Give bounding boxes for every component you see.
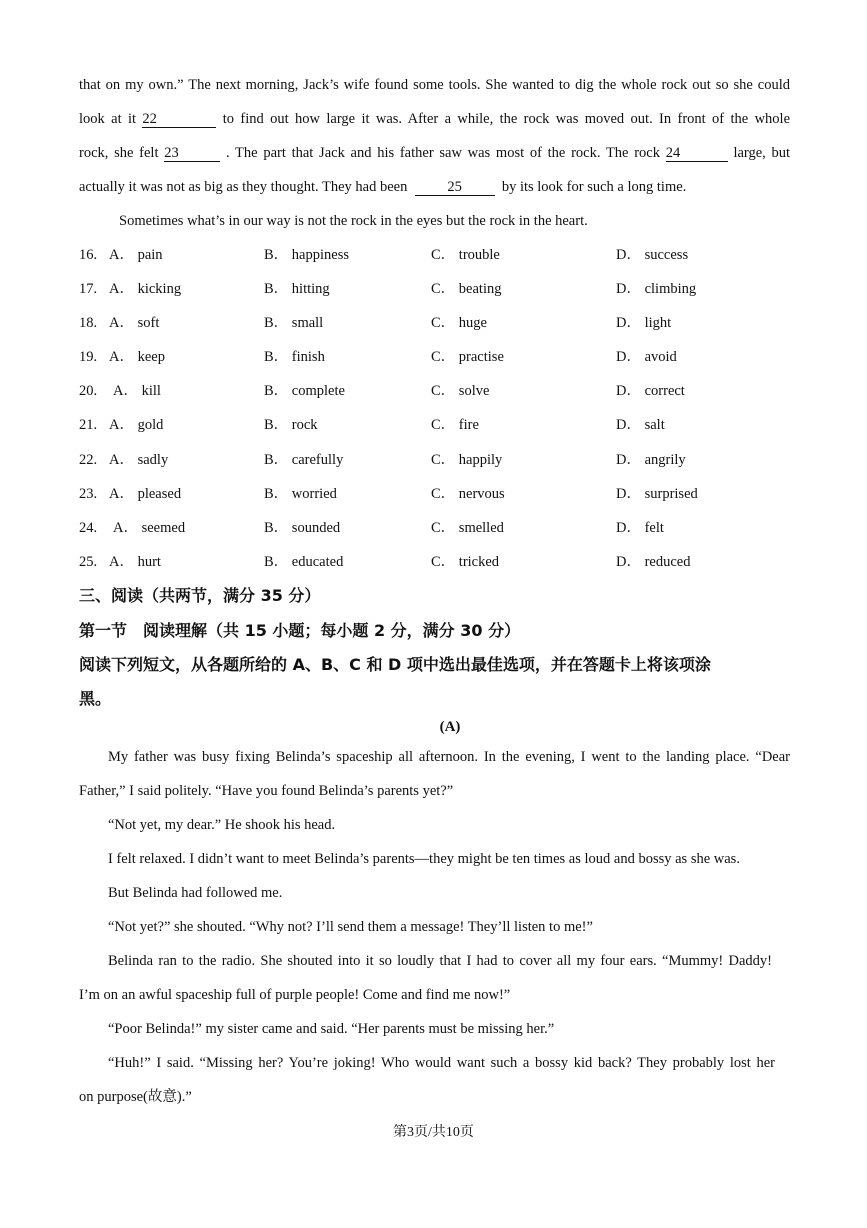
- passage-line-1: My father was busy fixing Belinda’s spaceship all afternoon. In the evening, I went to the landing place. “Dear: [108, 749, 790, 765]
- option-b[interactable]: B． carefully: [264, 452, 344, 468]
- option-a[interactable]: A． soft: [109, 315, 160, 331]
- option-d[interactable]: D． angrily: [616, 452, 686, 468]
- option-b[interactable]: B． educated: [264, 554, 344, 570]
- option-d[interactable]: D． correct: [616, 383, 685, 399]
- option-c[interactable]: C． beating: [431, 281, 502, 297]
- section-heading: 三、阅读（共两节，满分 35 分）: [79, 586, 321, 605]
- blank-24: 24: [666, 146, 728, 162]
- question-24: [79, 518, 799, 538]
- question-number: 25.: [79, 554, 98, 570]
- passage-line-7: Belinda ran to the radio. She shouted into it so loudly that I had to cover all my four ears. “Mummy! Daddy!: [108, 953, 772, 969]
- question-22: [79, 450, 799, 470]
- question-20: [79, 381, 799, 401]
- option-c[interactable]: C． happily: [431, 452, 503, 468]
- section-instruction-2: 黑。: [79, 689, 112, 708]
- question-16: [79, 245, 799, 265]
- question-number: 24.: [79, 520, 98, 536]
- option-d[interactable]: D． light: [616, 315, 672, 331]
- question-25: [79, 552, 799, 572]
- option-c[interactable]: C． trouble: [431, 247, 500, 263]
- passage-line-3: “Not yet, my dear.” He shook his head.: [108, 817, 336, 833]
- passage-title: (A): [439, 719, 461, 735]
- question-number: 17.: [79, 281, 98, 297]
- option-a[interactable]: A． kill: [113, 383, 161, 399]
- option-a[interactable]: A． gold: [109, 417, 164, 433]
- question-17: [79, 279, 799, 299]
- cloze-text: look at it: [79, 111, 137, 127]
- option-c[interactable]: C． fire: [431, 417, 479, 433]
- option-d[interactable]: D． reduced: [616, 554, 691, 570]
- question-number: 19.: [79, 349, 98, 365]
- option-c[interactable]: C． nervous: [431, 486, 505, 502]
- cloze-text: by its look for such a long time.: [501, 179, 687, 195]
- question-number: 18.: [79, 315, 98, 331]
- option-a[interactable]: A． kicking: [109, 281, 182, 297]
- cloze-text: large, but: [733, 145, 791, 161]
- option-a[interactable]: A． seemed: [113, 520, 186, 536]
- option-d[interactable]: D． climbing: [616, 281, 697, 297]
- question-21: [79, 415, 799, 435]
- question-19: [79, 347, 799, 367]
- option-c[interactable]: C． tricked: [431, 554, 500, 570]
- section-instruction-1: 阅读下列短文，从各题所给的 A、B、C 和 D 项中选出最佳选项，并在答题卡上将该项涂: [79, 655, 711, 674]
- option-c[interactable]: C． practise: [431, 349, 504, 365]
- blank-25: 25: [415, 180, 495, 196]
- cloze-line-4: [79, 177, 686, 197]
- blank-22: 22: [142, 112, 216, 128]
- option-b[interactable]: B． happiness: [264, 247, 349, 263]
- passage-line-4: I felt relaxed. I didn’t want to meet Belinda’s parents—they might be ten times as loud and bossy as she was.: [108, 851, 740, 867]
- option-b[interactable]: B． hitting: [264, 281, 330, 297]
- option-c[interactable]: C． huge: [431, 315, 487, 331]
- cloze-line-3: [79, 143, 790, 163]
- option-c[interactable]: C． solve: [431, 383, 490, 399]
- passage-line-10: “Huh!” I said. “Missing her? You’re joking! Who would want such a bossy kid back? They probably lost her: [108, 1055, 775, 1071]
- option-b[interactable]: B． rock: [264, 417, 318, 433]
- question-number: 22.: [79, 452, 98, 468]
- option-b[interactable]: B． small: [264, 315, 324, 331]
- page-footer: 第3页/共10页: [393, 1125, 474, 1140]
- passage-line-5: But Belinda had followed me.: [108, 885, 283, 901]
- option-d[interactable]: D． surprised: [616, 486, 698, 502]
- question-number: 21.: [79, 417, 98, 433]
- cloze-line-5: Sometimes what’s in our way is not the rock in the eyes but the rock in the heart.: [119, 213, 588, 229]
- cloze-line-1: that on my own.” The next morning, Jack’s wife found some tools. She wanted to dig the whole rock out so she could: [79, 77, 790, 93]
- option-b[interactable]: B． sounded: [264, 520, 341, 536]
- question-number: 16.: [79, 247, 98, 263]
- option-d[interactable]: D． success: [616, 247, 689, 263]
- option-d[interactable]: D． avoid: [616, 349, 677, 365]
- passage-line-2: Father,” I said politely. “Have you found Belinda’s parents yet?”: [79, 783, 454, 799]
- cloze-text: . The part that Jack and his father saw was most of the rock. The rock: [225, 145, 660, 161]
- section-sub-heading: 第一节 阅读理解（共 15 小题；每小题 2 分，满分 30 分）: [79, 621, 521, 640]
- question-18: [79, 313, 799, 333]
- option-c[interactable]: C． smelled: [431, 520, 504, 536]
- passage-line-11: on purpose(故意).”: [79, 1089, 192, 1105]
- option-a[interactable]: A． pleased: [109, 486, 182, 502]
- option-b[interactable]: B． finish: [264, 349, 325, 365]
- option-d[interactable]: D． salt: [616, 417, 665, 433]
- cloze-text: rock, she felt: [79, 145, 159, 161]
- option-b[interactable]: B． worried: [264, 486, 337, 502]
- question-number: 23.: [79, 486, 98, 502]
- option-d[interactable]: D． felt: [616, 520, 664, 536]
- question-23: [79, 484, 799, 504]
- passage-line-9: “Poor Belinda!” my sister came and said. “Her parents must be missing her.”: [108, 1021, 555, 1037]
- cloze-line-2: [79, 109, 790, 129]
- blank-23: 23: [164, 146, 220, 162]
- passage-line-6: “Not yet?” she shouted. “Why not? I’ll send them a message! They’ll listen to me!”: [108, 919, 593, 935]
- option-b[interactable]: B． complete: [264, 383, 345, 399]
- question-number: 20.: [79, 383, 98, 399]
- cloze-text: actually it was not as big as they thought. They had been: [79, 179, 408, 195]
- cloze-text: to find out how large it was. After a while, the rock was moved out. In front of the whole: [222, 111, 791, 127]
- passage-line-8: I’m on an awful spaceship full of purple people! Come and find me now!”: [79, 987, 511, 1003]
- option-a[interactable]: A． hurt: [109, 554, 161, 570]
- option-a[interactable]: A． pain: [109, 247, 163, 263]
- option-a[interactable]: A． keep: [109, 349, 165, 365]
- option-a[interactable]: A． sadly: [109, 452, 169, 468]
